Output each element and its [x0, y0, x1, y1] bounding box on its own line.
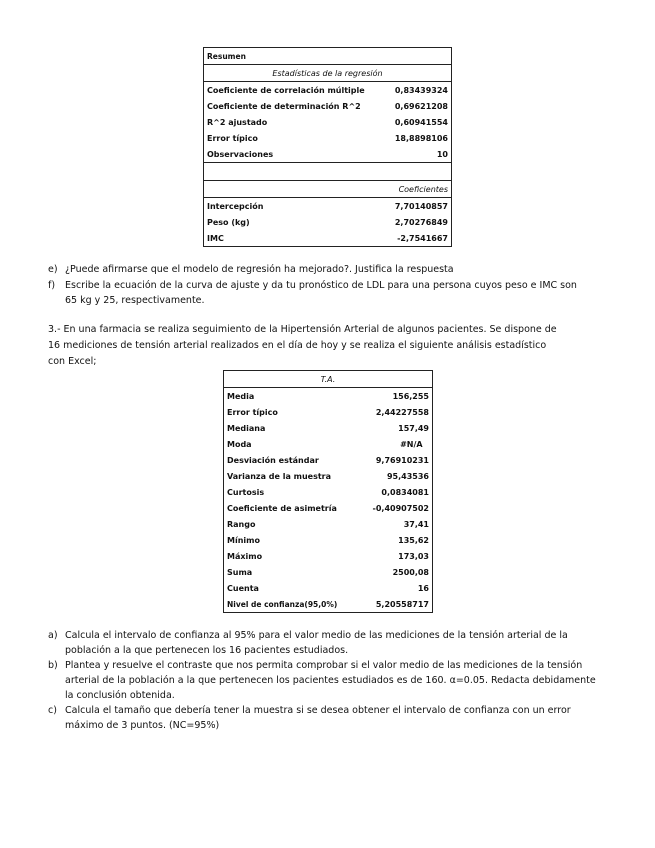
question-b [48, 658, 618, 703]
ta-row-value: #N/A [400, 439, 423, 449]
problem-3-line: 3.- En una farmacia se realiza seguimiento de la Hipertensión Arterial de algunos pacientes. Se dispone de [48, 324, 557, 335]
summary-title: Resumen [204, 48, 452, 65]
stat-value: 0,69621208 [394, 101, 448, 111]
stat-label: Observaciones [204, 146, 386, 163]
question-marker: c) [48, 705, 57, 716]
ta-row-value: 156,255 [392, 391, 429, 401]
problem-3-line: con Excel; [48, 356, 97, 367]
summary-subtitle: Estadísticas de la regresión [204, 65, 452, 82]
stat-label: Coeficiente de correlación múltiple [207, 85, 365, 95]
ta-row-label: Rango [227, 519, 256, 529]
ta-row-label: Varianza de la muestra [227, 471, 332, 481]
problem-3-line: 16 mediciones de tensión arterial realizados en el día de hoy y se realiza el siguiente análisis estadístico [48, 340, 547, 351]
coef-value: 2,70276849 [394, 217, 448, 227]
question-f [48, 278, 618, 308]
stat-value: 10 [385, 146, 451, 163]
question-text-line: 65 kg y 25, respectivamente. [65, 295, 205, 306]
ta-row-value: 16 [417, 583, 429, 593]
coef-label: Peso (kg) [207, 217, 250, 227]
ta-row-label: Mínimo [227, 535, 260, 545]
question-marker: e) [48, 264, 58, 275]
ta-row-label: Media [227, 391, 255, 401]
ta-row-label: Error típico [227, 407, 278, 417]
ta-row-value: 0,0834081 [381, 487, 429, 497]
ta-row-label: Desviación estándar [227, 455, 319, 465]
question-marker: f) [48, 280, 56, 291]
question-marker: b) [48, 660, 58, 671]
ta-row-label: Mediana [227, 423, 266, 433]
ta-row-value: 5,20558717 [375, 599, 429, 609]
stat-value: 0,60941554 [394, 117, 448, 127]
ta-row-value: 9,76910231 [375, 455, 429, 465]
question-a [48, 628, 618, 658]
coef-header: Coeficientes [385, 181, 451, 198]
stat-label: Error típico [207, 133, 258, 143]
ta-row-label: Moda [227, 439, 252, 449]
ta-row-label: Suma [227, 567, 253, 577]
ta-row-value: 95,43536 [386, 471, 429, 481]
ta-row-value: 135,62 [398, 535, 429, 545]
question-text-line: máximo de 3 puntos. (NC=95%) [65, 720, 220, 731]
stat-value: 0,83439324 [394, 85, 448, 95]
ta-row-value: -0,40907502 [372, 503, 429, 513]
ta-row-label: Cuenta [227, 583, 259, 593]
question-text: ¿Puede afirmarse que el modelo de regresión ha mejorado?. Justifica la respuesta [65, 264, 454, 275]
blank-row [204, 163, 452, 181]
coef-label: IMC [207, 233, 224, 243]
question-marker: a) [48, 630, 58, 641]
question-text-line: la conclusión obtenida. [65, 690, 175, 701]
ta-stats-table [223, 370, 433, 613]
ta-row-label: Máximo [227, 551, 263, 561]
regression-summary-table [203, 47, 452, 247]
question-text-line: Escribe la ecuación de la curva de ajuste y da tu pronóstico de LDL para una persona cuyos peso e IMC son [65, 280, 577, 291]
question-c [48, 703, 618, 733]
ta-row-value: 173,03 [398, 551, 429, 561]
ta-header: T.A. [224, 371, 433, 388]
question-text-line: Plantea y resuelve el contraste que nos permita comprobar si el valor medio de las mediciones de la tensión [65, 660, 583, 671]
coef-header-blank [204, 181, 386, 198]
question-text-line: población a la que pertenecen los 16 pacientes estudiados. [65, 645, 349, 656]
question-e [48, 262, 618, 277]
ta-row-label: Curtosis [227, 487, 265, 497]
question-text-line: arterial de la población a la que pertenecen los pacientes estudiados es de 160. α=0.05. Redacta debidamente [65, 675, 596, 686]
ta-row-value: 2500,08 [392, 567, 429, 577]
ta-row-label: Nivel de confianza(95,0%) [227, 599, 338, 609]
coef-label: Intercepción [207, 201, 264, 211]
coef-value: -2,7541667 [397, 233, 448, 243]
stat-label: R^2 ajustado [207, 117, 268, 127]
stat-label: Coeficiente de determinación R^2 [207, 101, 361, 111]
coef-value: 7,70140857 [394, 201, 448, 211]
ta-row-value: 2,44227558 [375, 407, 429, 417]
ta-row-value: 37,41 [403, 519, 429, 529]
question-text-line: Calcula el intervalo de confianza al 95% para el valor medio de las mediciones de la tensión arterial de la [65, 630, 568, 641]
ta-row-label: Coeficiente de asimetría [227, 503, 337, 513]
ta-row-value: 157,49 [398, 423, 429, 433]
question-text-line: Calcula el tamaño que debería tener la muestra si se desea obtener el intervalo de confianza con un error [65, 705, 571, 716]
stat-value: 18,8898106 [394, 133, 448, 143]
